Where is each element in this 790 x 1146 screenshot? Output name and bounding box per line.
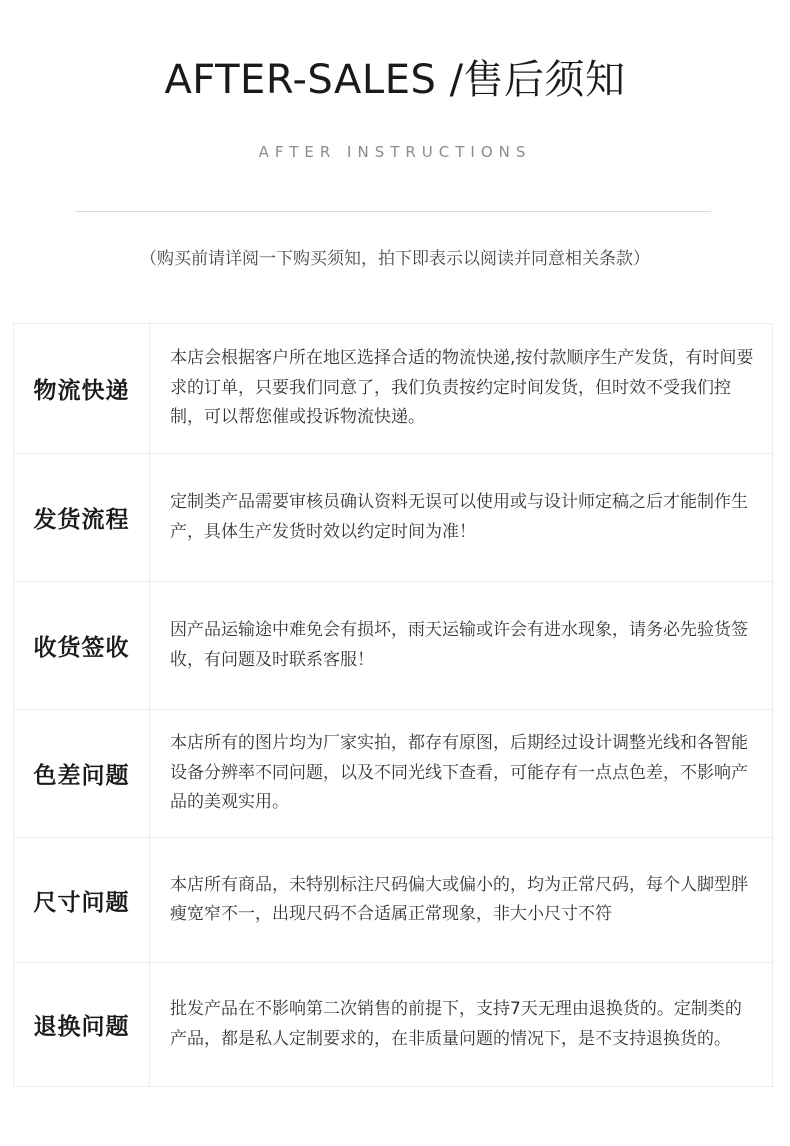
section-text-cell [150, 582, 772, 709]
header-divider [75, 211, 711, 212]
section-text: 本店所有的图片均为厂家实拍，都存有原图，后期经过设计调整光线和各智能设备分辨率不同问题，以及不同光线下查看，可能存有一点点色差，不影响产品的美观实用。 [170, 733, 748, 813]
section-text: 本店所有商品，未特别标注尺码偏大或偏小的，均为正常尺码，每个人脚型胖瘦宽窄不一，出现尺码不合适属正常现象，非大小尺寸不符 [170, 874, 748, 924]
section-row-logistics [14, 324, 772, 454]
page-subtitle: AFTER INSTRUCTIONS [258, 143, 532, 161]
section-row-color [14, 710, 772, 838]
section-text-cell [150, 454, 772, 581]
section-text: 批发产品在不影响第二次销售的前提下，支持7天无理由退换货的。定制类的产品，都是私人定制要求的，在非质量问题的情况下，是不支持退换货的。 [170, 999, 742, 1049]
section-text: 因产品运输途中难免会有损坏，雨天运输或许会有进水现象，请务必先验货签收，有问题及时联系客服！ [170, 620, 748, 670]
section-text-cell [150, 838, 772, 962]
section-heading: 尺寸问题 [14, 838, 150, 962]
section-heading: 退换问题 [14, 963, 150, 1086]
section-heading: 发货流程 [14, 454, 150, 581]
section-text-cell [150, 324, 772, 453]
section-text: 本店会根据客户所在地区选择合适的物流快递,按付款顺序生产发货，有时间要求的订单，只要我们同意了，我们负责按约定时间发货，但时效不受我们控制，可以帮您催或投诉物流快递。 [170, 348, 754, 428]
section-row-receipt [14, 582, 772, 710]
section-heading: 物流快递 [14, 324, 150, 453]
page-title: AFTER-SALES /售后须知 [164, 57, 626, 103]
purchase-notice: （购买前请详阅一下购买须知，拍下即表示以阅读并同意相关条款） [140, 249, 650, 269]
section-heading: 收货签收 [14, 582, 150, 709]
section-text-cell [150, 710, 772, 837]
section-heading: 色差问题 [14, 710, 150, 837]
section-row-returns [14, 963, 772, 1086]
section-row-shipping [14, 454, 772, 582]
section-row-size [14, 838, 772, 963]
section-text: 定制类产品需要审核员确认资料无误可以使用或与设计师定稿之后才能制作生产，具体生产发货时效以约定时间为准！ [170, 492, 748, 542]
after-sales-table [13, 323, 773, 1087]
section-text-cell [150, 963, 772, 1086]
